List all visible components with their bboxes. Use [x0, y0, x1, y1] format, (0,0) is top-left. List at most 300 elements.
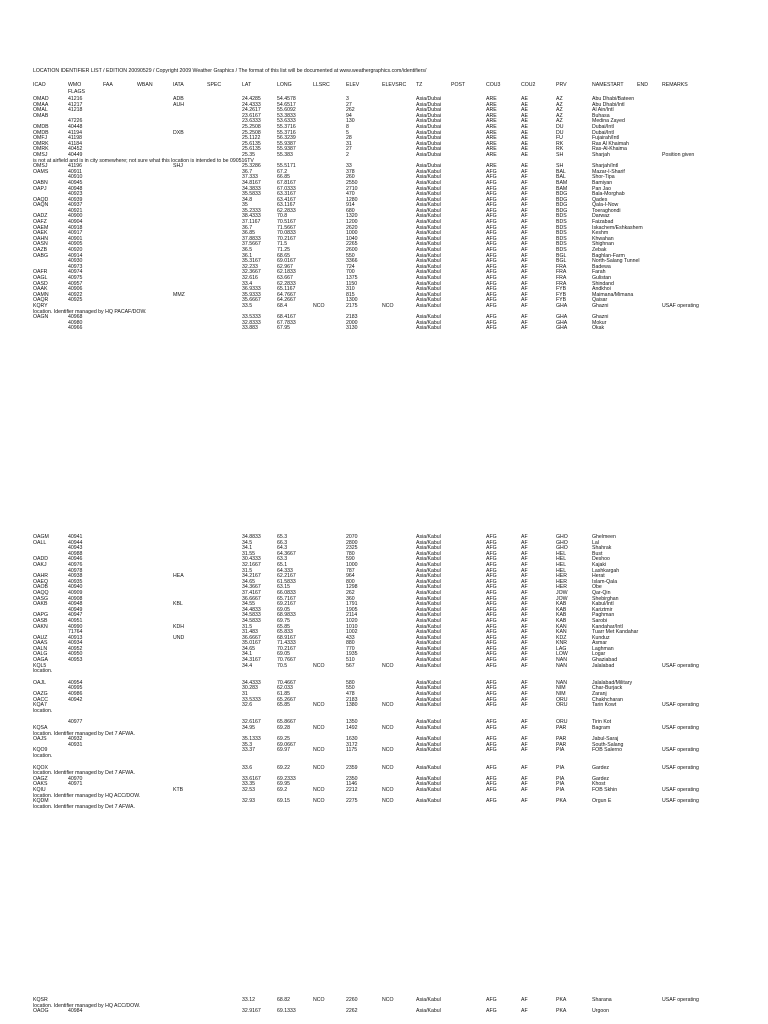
cell-elev: 1300 — [346, 297, 358, 304]
cell-lat: 32.9167 — [242, 1008, 261, 1015]
cell-cou3: AFG — [486, 997, 497, 1003]
cell-cou2: AF — [521, 685, 528, 692]
cell-lat: 34.2167 — [242, 573, 261, 580]
cell-cou2: AF — [521, 247, 528, 254]
cell-tz: Asia/Kabul — [416, 736, 441, 743]
cell-cou2: AF — [521, 319, 528, 326]
cell-name: Jalalabad/Military — [592, 679, 633, 686]
cell-lat: 30.283 — [242, 685, 258, 692]
col-cou2: COU2 — [521, 82, 536, 88]
cell-long: 70.7667 — [277, 657, 296, 664]
cell-prv: BDS — [556, 219, 567, 226]
cell-long: 66.3 — [277, 539, 288, 546]
cell-icao: OAZG — [33, 691, 48, 698]
cell-cou3: AFG — [486, 539, 497, 546]
cell-icao: OAGL — [33, 275, 48, 281]
cell-icao: OMDB — [33, 129, 49, 136]
cell-cou3: AFG — [486, 263, 497, 270]
cell-long: 68.4 — [277, 302, 288, 309]
cell-name: Abu Dhabi/Bateen — [592, 96, 635, 102]
col-tz: TZ — [416, 82, 423, 88]
cell-elev: 470 — [346, 191, 355, 198]
cell-cou2: AF — [521, 578, 528, 585]
cell-lat: 35.3167 — [242, 258, 261, 265]
cell-prv: JOW — [556, 589, 568, 596]
cell-name: Char-Burjack — [592, 685, 623, 692]
cell-lat: 34.8167 — [242, 179, 261, 186]
cell-cou2: AF — [521, 629, 528, 636]
cell-lat: 34.3167 — [242, 657, 261, 664]
cell-name: Kariztmir — [592, 606, 613, 613]
cell-tz: Asia/Kabul — [416, 702, 441, 709]
cell-icao: OALG — [33, 651, 48, 658]
cell-icao: OAOB — [33, 584, 48, 591]
cell-cou2: AF — [521, 601, 528, 608]
cell-icao: OAQQ — [33, 589, 49, 596]
cell-wmo: 40900 — [68, 213, 83, 220]
cell-lat: 36.7 — [242, 224, 253, 231]
cell-cou2: AE — [521, 163, 528, 170]
cell-long: 55.6092 — [277, 107, 296, 114]
cell-name: Herat — [592, 573, 605, 580]
cell-cou3: AFG — [486, 247, 497, 254]
cell-name: Zaranj — [592, 691, 607, 698]
cell-cou3: AFG — [486, 280, 497, 287]
cell-prv: FRA — [556, 280, 567, 287]
cell-wmo: 41216 — [68, 96, 83, 102]
cell-cou2: AF — [521, 280, 528, 287]
cell-name: Gulistan — [592, 275, 612, 281]
col-long: LONG — [277, 82, 292, 88]
cell-long: 64.7667 — [277, 291, 296, 298]
cell-tz: Asia/Kabul — [416, 168, 441, 175]
cell-cou2: AF — [521, 302, 528, 309]
cell-cou2: AF — [521, 645, 528, 652]
cell-tz: Asia/Kabul — [416, 179, 441, 186]
cell-cou2: AF — [521, 617, 528, 624]
col-faa: FAA — [103, 82, 113, 88]
cell-wmo: 40452 — [68, 146, 83, 153]
cell-elev: 28 — [346, 135, 352, 142]
cell-lat: 36.6667 — [242, 634, 261, 641]
cell-long: 69.2333 — [277, 775, 296, 782]
cell-long: 65.1 — [277, 561, 288, 568]
cell-icao: OADD — [33, 556, 48, 563]
cell-tz: Asia/Dubai — [416, 163, 442, 170]
cell-prv: LAG — [556, 645, 567, 652]
cell-cou3: AFG — [486, 325, 497, 332]
cell-cou3: ARE — [486, 101, 497, 108]
cell-wmo: 71764 — [68, 629, 83, 636]
cell-elev: 1320 — [346, 213, 358, 220]
cell-wmo: 40948 — [68, 601, 83, 608]
cell-tz: Asia/Kabul — [416, 679, 441, 686]
cell-iata: HEA — [173, 573, 184, 580]
cell-icao: OAEK — [33, 230, 48, 237]
cell-icao: KQRY — [33, 302, 48, 309]
cell-tz: Asia/Kabul — [416, 202, 441, 209]
cell-elev: 94 — [346, 112, 352, 119]
cell-long: 69.28 — [277, 725, 290, 731]
cell-cou3: AFG — [486, 578, 497, 585]
cell-tz: Asia/Kabul — [416, 634, 441, 641]
cell-name: Islam-Qala — [592, 578, 618, 585]
cell-long: 67.8167 — [277, 179, 296, 186]
cell-wmo: 40975 — [68, 275, 83, 281]
cell-long: 66.85 — [277, 174, 290, 181]
cell-elev: 2359 — [346, 764, 358, 771]
cell-tz: Asia/Kabul — [416, 534, 441, 540]
cell-icao: OABN — [33, 179, 48, 186]
cell-lat: 33.883 — [242, 325, 258, 332]
cell-cou3: AFG — [486, 685, 497, 692]
cell-wmo: 40966 — [68, 325, 83, 332]
cell-wmo: 40913 — [68, 634, 83, 641]
cell-lat: 31 — [242, 691, 248, 698]
cell-wmo: 40942 — [68, 696, 83, 703]
cell-tz: Asia/Kabul — [416, 561, 441, 568]
cell-elev: 815 — [346, 291, 355, 298]
cell-prv: JOW — [556, 595, 568, 602]
cell-lat: 32.3667 — [242, 269, 261, 276]
cell-tz: Asia/Kabul — [416, 629, 441, 636]
cell-name: Qades — [592, 196, 608, 203]
cell-long: 70.4667 — [277, 679, 296, 686]
cell-long: 55.383 — [277, 151, 293, 158]
cell-cou2: AF — [521, 191, 528, 198]
cell-cou3: ARE — [486, 123, 497, 130]
note-row — [0, 754, 768, 760]
cell-tz: Asia/Kabul — [416, 623, 441, 630]
cell-cou2: AF — [521, 202, 528, 209]
cell-wmo: 41218 — [68, 107, 83, 114]
cell-elev: 510 — [346, 657, 355, 664]
cell-long: 69.25 — [277, 736, 290, 743]
col-end: END — [637, 82, 648, 88]
cell-name: Ghelmeen — [592, 534, 616, 540]
table-block-2 — [0, 535, 768, 810]
cell-lat: 24.4285 — [242, 96, 261, 102]
note-text: location. Identifier managed by HQ ACC/DOW. — [33, 792, 141, 799]
cell-icao: OAQR — [33, 297, 49, 304]
cell-long: 69.2167 — [277, 601, 296, 608]
cell-cou3: AFG — [486, 207, 497, 214]
cell-long: 61.85 — [277, 691, 290, 698]
cell-name: Ghazni — [592, 314, 609, 321]
cell-cou3: AFG — [486, 291, 497, 298]
cell-tz: Asia/Kabul — [416, 275, 441, 281]
cell-lat: 34.1 — [242, 545, 253, 552]
cell-cou3: AFG — [486, 224, 497, 231]
cell-wmo: 40946 — [68, 556, 83, 563]
cell-prv: PIA — [556, 764, 565, 771]
cell-cou2: AF — [521, 185, 528, 192]
cell-wmo: 40990 — [68, 623, 83, 630]
cell-name: Zebak — [592, 247, 607, 254]
cell-prv: AZ — [556, 96, 563, 102]
cell-icao: KQOX — [33, 764, 48, 771]
cell-cou3: AFG — [486, 798, 497, 805]
cell-icao: KQSR — [33, 997, 48, 1003]
cell-cou2: AF — [521, 679, 528, 686]
cell-llsrc: NCO — [313, 997, 325, 1003]
cell-cou2: AF — [521, 798, 528, 805]
cell-icao: OMRK — [33, 140, 49, 147]
cell-name: Badewa — [592, 263, 611, 270]
cell-tz: Asia/Kabul — [416, 612, 441, 619]
cell-long: 63.1167 — [277, 202, 296, 209]
cell-tz: Asia/Kabul — [416, 584, 441, 591]
cell-tz: Asia/Kabul — [416, 302, 441, 309]
cell-name: Farah — [592, 269, 606, 276]
cell-icao: KQL5 — [33, 662, 47, 669]
cell-tz: Asia/Kabul — [416, 662, 441, 669]
cell-cou2: AF — [521, 1008, 528, 1015]
cell-long: 65.833 — [277, 629, 293, 636]
cell-elev: 2183 — [346, 696, 358, 703]
cell-tz: Asia/Kabul — [416, 775, 441, 782]
cell-elev: 31 — [346, 140, 352, 147]
cell-lat: 31.5 — [242, 567, 253, 574]
cell-cou3: AFG — [486, 617, 497, 624]
cell-elev: 2 — [346, 151, 349, 158]
cell-cou3: AFG — [486, 786, 497, 793]
cell-wmo: 41198 — [68, 135, 83, 142]
cell-cou3: AFG — [486, 174, 497, 181]
cell-prv: KAB — [556, 606, 567, 613]
cell-prv: PAR — [556, 736, 567, 743]
cell-cou2: AF — [521, 786, 528, 793]
cell-cou3: AFG — [486, 640, 497, 647]
cell-name: Tarin Kowt — [592, 702, 617, 709]
cell-name: Shor-Tipa — [592, 174, 615, 181]
cell-lat: 37.333 — [242, 174, 258, 181]
cell-cou2: AE — [521, 101, 528, 108]
cell-wmo: 40943 — [68, 545, 83, 552]
cell-elev: 590 — [346, 556, 355, 563]
cell-cou3: AFG — [486, 781, 497, 788]
cell-prv: RK — [556, 140, 564, 147]
cell-tz: Asia/Kabul — [416, 258, 441, 265]
col-remarks: REMARKS — [662, 82, 688, 88]
cell-name: Mazar-I-Sharif — [592, 168, 625, 175]
cell-prv: GHO — [556, 539, 568, 546]
cell-prv: PAR — [556, 741, 567, 748]
cell-cou3: AFG — [486, 657, 497, 664]
cell-wmo: 40917 — [68, 230, 83, 237]
cell-long: 69.75 — [277, 617, 290, 624]
cell-icao: OALN — [33, 645, 48, 652]
cell-name: Darwaz — [592, 213, 610, 220]
cell-cou2: AF — [521, 623, 528, 630]
cell-icao: OAGN — [33, 314, 49, 321]
cell-name: Ras Al Khaimah — [592, 140, 629, 147]
cell-lat: 35.9333 — [242, 291, 261, 298]
cell-prv: KDZ — [556, 634, 567, 641]
cell-icao: OMSJ — [33, 151, 48, 158]
cell-icao: OADZ — [33, 213, 48, 220]
cell-name: Faizabad — [592, 219, 614, 226]
cell-lat: 31.55 — [242, 550, 255, 557]
cell-long: 69.05 — [277, 606, 290, 613]
cell-lat: 23.6167 — [242, 112, 261, 119]
cell-elev: 2000 — [346, 319, 358, 326]
cell-tz: Asia/Kabul — [416, 573, 441, 580]
cell-name: Maimana/Mimana — [592, 291, 634, 298]
cell-lat: 36.1 — [242, 252, 253, 259]
cell-prv: ORU — [556, 702, 568, 709]
cell-prv: HEL — [556, 567, 567, 574]
cell-prv: LOW — [556, 651, 568, 658]
cell-elev: 1380 — [346, 702, 358, 709]
cell-prv: NAN — [556, 657, 567, 664]
cell-icao: OAFR — [33, 269, 48, 276]
cell-tz: Asia/Kabul — [416, 213, 441, 220]
cell-elev: 433 — [346, 634, 355, 641]
cell-icao: OAUZ — [33, 634, 48, 641]
cell-prv: KAB — [556, 601, 567, 608]
cell-long: 64.3667 — [277, 550, 296, 557]
cell-cou2: AF — [521, 314, 528, 321]
cell-cou3: AFG — [486, 202, 497, 209]
cell-name: Jalalabad — [592, 662, 615, 669]
cell-elev: 2175 — [346, 302, 358, 309]
cell-name: Qala-I-Now — [592, 202, 619, 209]
cell-wmo: 41196 — [68, 163, 83, 170]
cell-elev: 2325 — [346, 545, 358, 552]
cell-name: North-Salang Tunnel — [592, 258, 640, 265]
cell-wmo: 40905 — [68, 241, 83, 248]
cell-long: 55.3716 — [277, 123, 296, 130]
cell-iata: UND — [173, 634, 185, 641]
cell-prv: GHA — [556, 325, 568, 332]
cell-elev: 1146 — [346, 781, 358, 788]
cell-prv: HEL — [556, 556, 567, 563]
cell-lat: 33.4 — [242, 280, 253, 287]
cell-lat: 36.7 — [242, 168, 253, 175]
cell-long: 64.3 — [277, 545, 288, 552]
cell-lat: 32.53 — [242, 786, 255, 793]
cell-prv: DU — [556, 129, 564, 136]
cell-prv: FYB — [556, 291, 567, 298]
cell-tz: Asia/Kabul — [416, 786, 441, 793]
cell-elevsrc: NCO — [382, 302, 394, 309]
note-text: location. Identifier managed by HQ ACC/DOW. — [33, 1002, 141, 1009]
cell-tz: Asia/Dubai — [416, 96, 442, 102]
cell-long: 71.4333 — [277, 640, 296, 647]
cell-wmo: 47226 — [68, 118, 83, 125]
cell-cou3: AFG — [486, 191, 497, 198]
cell-remarks: USAF operating — [662, 662, 699, 669]
cell-prv: NIM — [556, 685, 566, 692]
cell-elev: 378 — [346, 168, 355, 175]
cell-tz: Asia/Kabul — [416, 651, 441, 658]
cell-elev: 2070 — [346, 534, 358, 540]
cell-tz: Asia/Kabul — [416, 539, 441, 546]
cell-name: Fujairah/Intl — [592, 135, 620, 142]
cell-cou3: ARE — [486, 118, 497, 125]
cell-long: 54.6517 — [277, 101, 296, 108]
cell-elev: 5 — [346, 129, 349, 136]
cell-icao: KQO9 — [33, 747, 48, 754]
cell-tz: Asia/Kabul — [416, 764, 441, 771]
cell-lat: 37.8833 — [242, 235, 261, 242]
cell-cou2: AF — [521, 561, 528, 568]
cell-cou2: AF — [521, 545, 528, 552]
cell-long: 68.65 — [277, 252, 290, 259]
cell-lat: 35 — [242, 202, 248, 209]
cell-cou3: ARE — [486, 146, 497, 153]
cell-name: Asmar — [592, 640, 607, 647]
cell-icao: OAEM — [33, 224, 49, 231]
cell-tz: Asia/Kabul — [416, 645, 441, 652]
cell-lat: 34.8 — [242, 196, 253, 203]
cell-name: Shahrak — [592, 545, 612, 552]
cell-lat: 32.233 — [242, 263, 258, 270]
cell-prv: NAN — [556, 679, 567, 686]
cell-long: 71.5667 — [277, 224, 296, 231]
col-wban: WBAN — [137, 82, 153, 88]
cell-lat: 34.5 — [242, 539, 253, 546]
cell-lat: 34.8833 — [242, 534, 261, 540]
cell-lat: 33.37 — [242, 747, 255, 754]
note-row — [0, 805, 768, 811]
cell-llsrc: NCO — [313, 702, 325, 709]
col-wmo-flags: FLAGS — [68, 89, 86, 95]
cell-elevsrc: NCO — [382, 725, 394, 731]
cell-elev: 27 — [346, 101, 352, 108]
cell-cou3: AFG — [486, 561, 497, 568]
cell-icao: OAQD — [33, 196, 49, 203]
cell-wmo: 40932 — [68, 736, 83, 743]
cell-wmo: 40995 — [68, 685, 83, 692]
cell-wmo: 40931 — [68, 741, 83, 748]
cell-cou3: AFG — [486, 286, 497, 293]
cell-lat: 35.5833 — [242, 191, 261, 198]
cell-cou2: AE — [521, 151, 528, 158]
cell-name: Kajaki — [592, 561, 607, 568]
cell-prv: FRA — [556, 269, 567, 276]
cell-wmo: 40934 — [68, 640, 83, 647]
cell-prv: HER — [556, 584, 567, 591]
cell-elev: 1280 — [346, 196, 358, 203]
cell-prv: PKA — [556, 1008, 567, 1015]
cell-lat: 33.5 — [242, 302, 253, 309]
cell-cou3: AFG — [486, 213, 497, 220]
cell-elev: 880 — [346, 640, 355, 647]
cell-cou2: AF — [521, 174, 528, 181]
cell-long: 70.0833 — [277, 230, 296, 237]
cell-elev: 964 — [346, 573, 355, 580]
cell-cou3: AFG — [486, 241, 497, 248]
cell-remarks: USAF operating — [662, 302, 699, 309]
cell-tz: Asia/Kabul — [416, 1008, 441, 1015]
cell-tz: Asia/Kabul — [416, 297, 441, 304]
cell-name: Obe — [592, 584, 602, 591]
cell-icao: OABG — [33, 252, 48, 259]
cell-cou2: AF — [521, 539, 528, 546]
cell-lat: 25.2508 — [242, 129, 261, 136]
note-text: location. Identifier managed by Det 7 AFWA. — [33, 803, 135, 810]
cell-icao: OAKN — [33, 623, 48, 630]
cell-cou3: AFG — [486, 612, 497, 619]
cell-cou2: AF — [521, 567, 528, 574]
col-lat: LAT — [242, 82, 252, 88]
cell-cou2: AF — [521, 263, 528, 270]
cell-cou2: AF — [521, 612, 528, 619]
cell-long: 65.1167 — [277, 286, 296, 293]
cell-lat: 34.3667 — [242, 584, 261, 591]
